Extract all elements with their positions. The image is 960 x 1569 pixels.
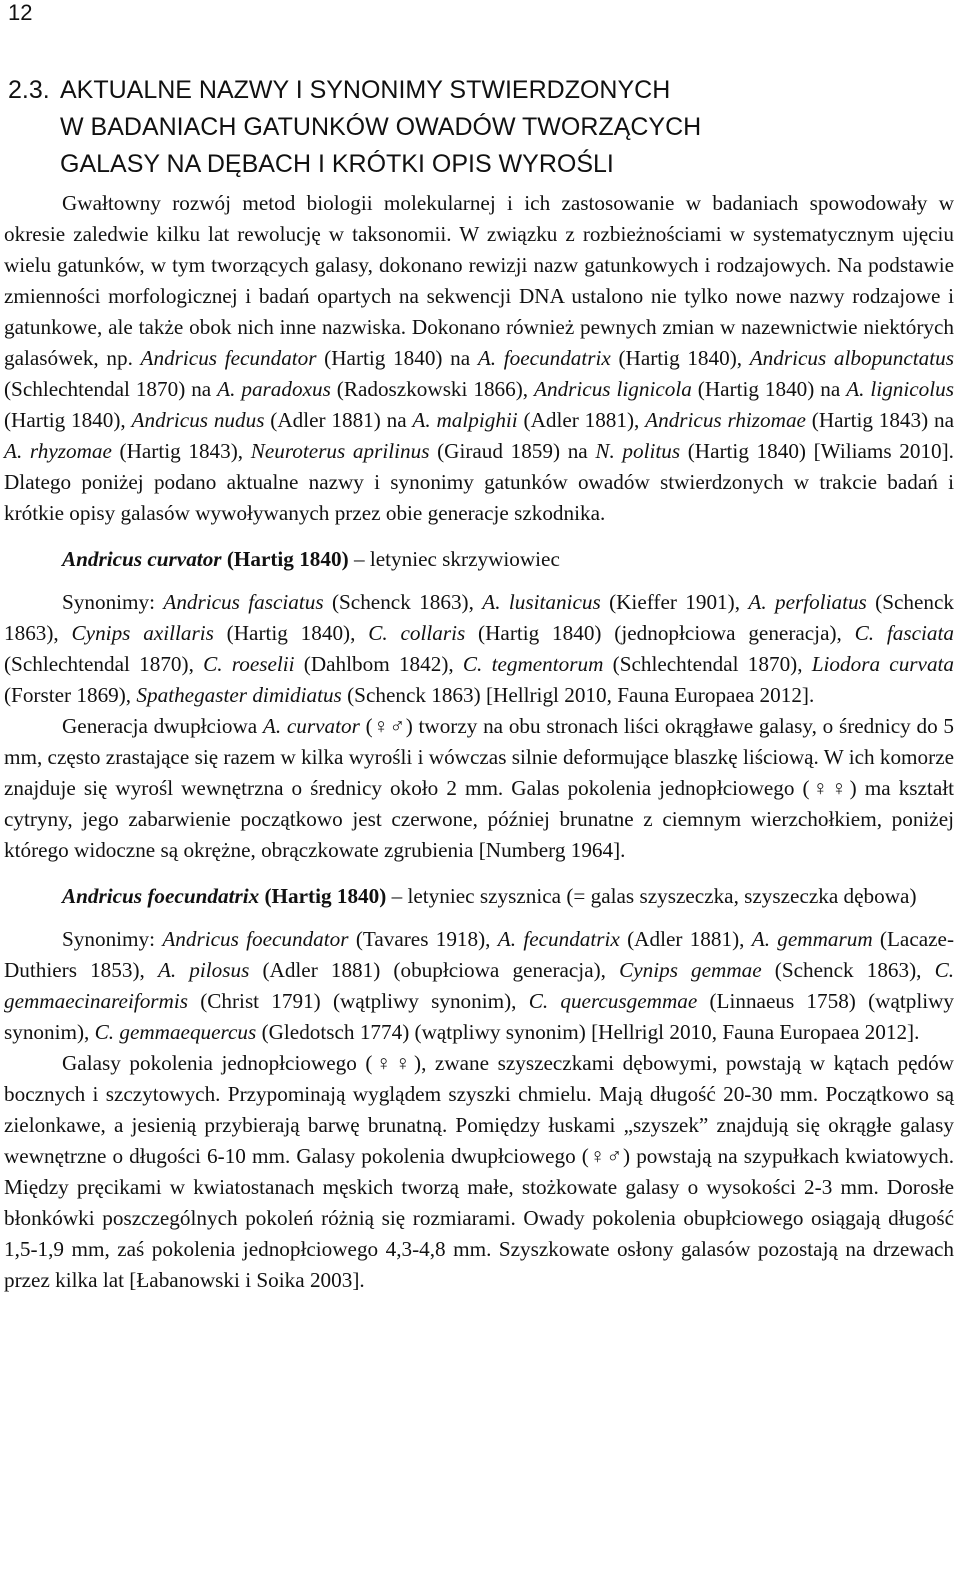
text-segment: (Kieffer 1901), xyxy=(600,590,749,614)
text-segment: (Hartig 1843) na xyxy=(805,408,954,432)
section-number: 2.3. xyxy=(8,76,50,104)
text-segment: (Lacaze-Duthiers 1853), xyxy=(4,927,954,982)
taxon-name: C. fasciata xyxy=(854,621,954,645)
taxon-name: C. collaris xyxy=(368,621,466,645)
taxon-name: C. quercusgemmae xyxy=(528,989,698,1013)
taxon-name: N. politus xyxy=(595,439,681,463)
text-segment: (Schlechtendal 1870) na xyxy=(4,377,218,401)
heading-line-2: W BADANIACH GATUNKÓW OWADÓW TWORZĄCYCH xyxy=(60,113,702,141)
species-1-synonyms xyxy=(4,587,954,711)
text-segment: (Hartig 1840), xyxy=(4,408,132,432)
section-heading xyxy=(8,72,948,183)
species-common-name: – letyniec skrzywiowiec xyxy=(348,547,560,571)
text-segment: (Schenck 1863) [Hellrigl 2010, Fauna Europaea 2012]. xyxy=(341,683,815,707)
text-segment: Synonimy: xyxy=(62,927,163,951)
species-author: (Hartig 1840) xyxy=(259,884,387,908)
text-segment: (Radoszkowski 1866), xyxy=(330,377,535,401)
species-name: Andricus curvator xyxy=(62,547,222,571)
text-segment: (Schenck 1863), xyxy=(323,590,483,614)
text-segment: (Adler 1881) na xyxy=(264,408,413,432)
text-segment: (Adler 1881), xyxy=(517,408,646,432)
taxon-name: A. gemmarum xyxy=(751,927,873,951)
taxon-name: A. paradoxus xyxy=(217,377,331,401)
text-segment: (Schlechtendal 1870), xyxy=(603,652,812,676)
taxon-name: Andricus albopunctatus xyxy=(749,346,954,370)
text-segment: (Hartig 1840) [Wiliams 2010]. Dlatego poniżej podano aktualne nazwy i synonimy gatunków owadów stwierdzonych w trakcie badań i krótkie opisy galasów wywoływanych przez obie generacje szkodnika. xyxy=(4,439,954,525)
species-common-name: – letyniec szysznica (= galas szyszeczka, szyszeczka dębowa) xyxy=(386,884,917,908)
text-segment: (Hartig 1840) na xyxy=(316,346,478,370)
text-segment: (Hartig 1843), xyxy=(111,439,251,463)
taxon-name: A. malpighii xyxy=(412,408,518,432)
taxon-name: A. fecundatrix xyxy=(497,927,620,951)
taxon-name: A. lignicolus xyxy=(846,377,954,401)
text-segment: Synonimy: xyxy=(62,590,164,614)
species-heading-1 xyxy=(4,544,954,575)
species-heading-2 xyxy=(4,881,954,912)
taxon-name: A. rhyzomae xyxy=(4,439,112,463)
species-2-description xyxy=(4,1048,954,1296)
taxon-name: Neuroterus aprilinus xyxy=(250,439,430,463)
taxon-name: A. lusitanicus xyxy=(482,590,601,614)
taxon-name: Liodora curvata xyxy=(811,652,955,676)
taxon-name: Spathegaster dimidiatus xyxy=(136,683,342,707)
body-text xyxy=(4,188,954,1296)
text-segment: (Giraud 1859) na xyxy=(429,439,596,463)
text-segment: Galasy pokolenia jednopłciowego (♀♀), zwane szyszeczkami dębowymi, powstają w kątach pędów bocznych i szczytowych. Przypominają wyglądem szyszki chmielu. Mają długość 20-30 mm. Początkowo są zielonkawe, a jesienią przybierają barwę brunatną. Pomiędzy łuskami „szyszek” znajdują się okrągłe galasy wewnętrzne o długości 6-10 mm. Galasy pokolenia dwupłciowego (♀♂) powstają na szypułkach kwiatowych. Między pręcikami w kwiatostanach męskich tworzą małe, stożkowate galasy o wysokości 2-3 mm. Dorosłe błonkówki poszczególnych pokoleń różnią się rozmiarami. Owady pokolenia obupłciowego osiągają długość 1,5-1,9 mm, zaś pokolenia jednopłciowego 4,3-4,8 mm. Szyszkowate osłony galasów pozostają na drzewach przez kilka lat [Łabanowski i Soika 2003]. xyxy=(4,1051,954,1292)
taxon-name: A. curvator xyxy=(262,714,360,738)
heading-line-3: GALASY NA DĘBACH I KRÓTKI OPIS WYROŚLI xyxy=(60,150,614,178)
text-segment: (Adler 1881) (obupłciowa generacja), xyxy=(249,958,620,982)
intro-paragraph xyxy=(4,188,954,529)
taxon-name: C. gemmaequercus xyxy=(94,1020,257,1044)
text-segment: (Schlechtendal 1870), xyxy=(4,652,204,676)
page-number: 12 xyxy=(8,0,33,25)
text-segment: (Schenck 1863), xyxy=(4,590,955,645)
text-segment: (Dahlbom 1842), xyxy=(294,652,463,676)
text-segment: (Gledotsch 1774) (wątpliwy synonim) [Hellrigl 2010, Fauna Europaea 2012]. xyxy=(256,1020,920,1044)
text-segment: (Hartig 1840), xyxy=(213,621,369,645)
text-segment: (Schenck 1863), xyxy=(761,958,935,982)
species-1-description xyxy=(4,711,954,866)
species-2-synonyms xyxy=(4,924,954,1048)
species-name: Andricus foecundatrix xyxy=(62,884,260,908)
taxon-name: Andricus fecundator xyxy=(140,346,317,370)
taxon-name: C. tegmentorum xyxy=(462,652,604,676)
text-segment: (Hartig 1840) na xyxy=(691,377,847,401)
taxon-name: Cynips axillaris xyxy=(71,621,214,645)
taxon-name: C. gemmaecinareiformis xyxy=(4,958,955,1013)
taxon-name: Andricus foecundator xyxy=(162,927,349,951)
taxon-name: Cynips gemmae xyxy=(619,958,762,982)
taxon-name: C. roeselii xyxy=(203,652,295,676)
taxon-name: A. perfoliatus xyxy=(748,590,867,614)
heading-line-1: 2.3. AKTUALNE NAZWY I SYNONIMY STWIERDZONYCH xyxy=(8,72,948,109)
taxon-name: Andricus fasciatus xyxy=(163,590,324,614)
text-segment: (Hartig 1840) (jednopłciowa generacja), xyxy=(465,621,855,645)
text-segment: Gwałtowny rozwój metod biologii molekularnej i ich zastosowanie w badaniach spowodowały w okresie zaledwie kilku lat rewolucję w taksonomii. W związku z rozbieżnościami w systematycznym ujęciu wielu gatunków, w tym tworzących galasy, dokonano rewizji nazw gatunkowych i rodzajowych. Na podstawie zmienności morfologicznej i badań opartych na sekwencji DNA ustalono nie tylko nowe nazwy rodzajowe i gatunkowe, ale także obok nich inne nazwiska. Dokonano również pewnych zmian w nazewnictwie niektórych galasówek, np. xyxy=(4,191,954,370)
text-segment: Generacja dwupłciowa xyxy=(62,714,263,738)
taxon-name: Andricus nudus xyxy=(131,408,265,432)
text-segment: (Forster 1869), xyxy=(4,683,137,707)
text-segment: (Adler 1881), xyxy=(619,927,752,951)
species-author: (Hartig 1840) xyxy=(221,547,349,571)
taxon-name: A. foecundatrix xyxy=(477,346,611,370)
taxon-name: Andricus rhizomae xyxy=(645,408,806,432)
text-segment: (Hartig 1840), xyxy=(610,346,750,370)
taxon-name: Andricus lignicola xyxy=(534,377,692,401)
text-segment: (Christ 1791) (wątpliwy synonim), xyxy=(187,989,529,1013)
text-segment: (♀♂) tworzy na obu stronach liści okrągławe galasy, o średnicy do 5 mm, często zrastające się razem w kilka wyrośli i wówczas silnie deformujące blaszkę liściową. W ich komorze znajduje się wyrośl wewnętrzna o średnicy około 2 mm. Galas pokolenia jednopłciowego (♀♀) ma kształt cytryny, jego zabarwienie początkowo jest czerwone, później brunatne z ciemnym wierzchołkiem, poniżej którego widoczne są okrężne, obrączkowate zgrubienia [Numberg 1964]. xyxy=(4,714,954,862)
text-segment: (Tavares 1918), xyxy=(348,927,498,951)
text-segment: (Linnaeus 1758) (wątpliwy synonim), xyxy=(4,989,955,1044)
taxon-name: A. pilosus xyxy=(157,958,250,982)
